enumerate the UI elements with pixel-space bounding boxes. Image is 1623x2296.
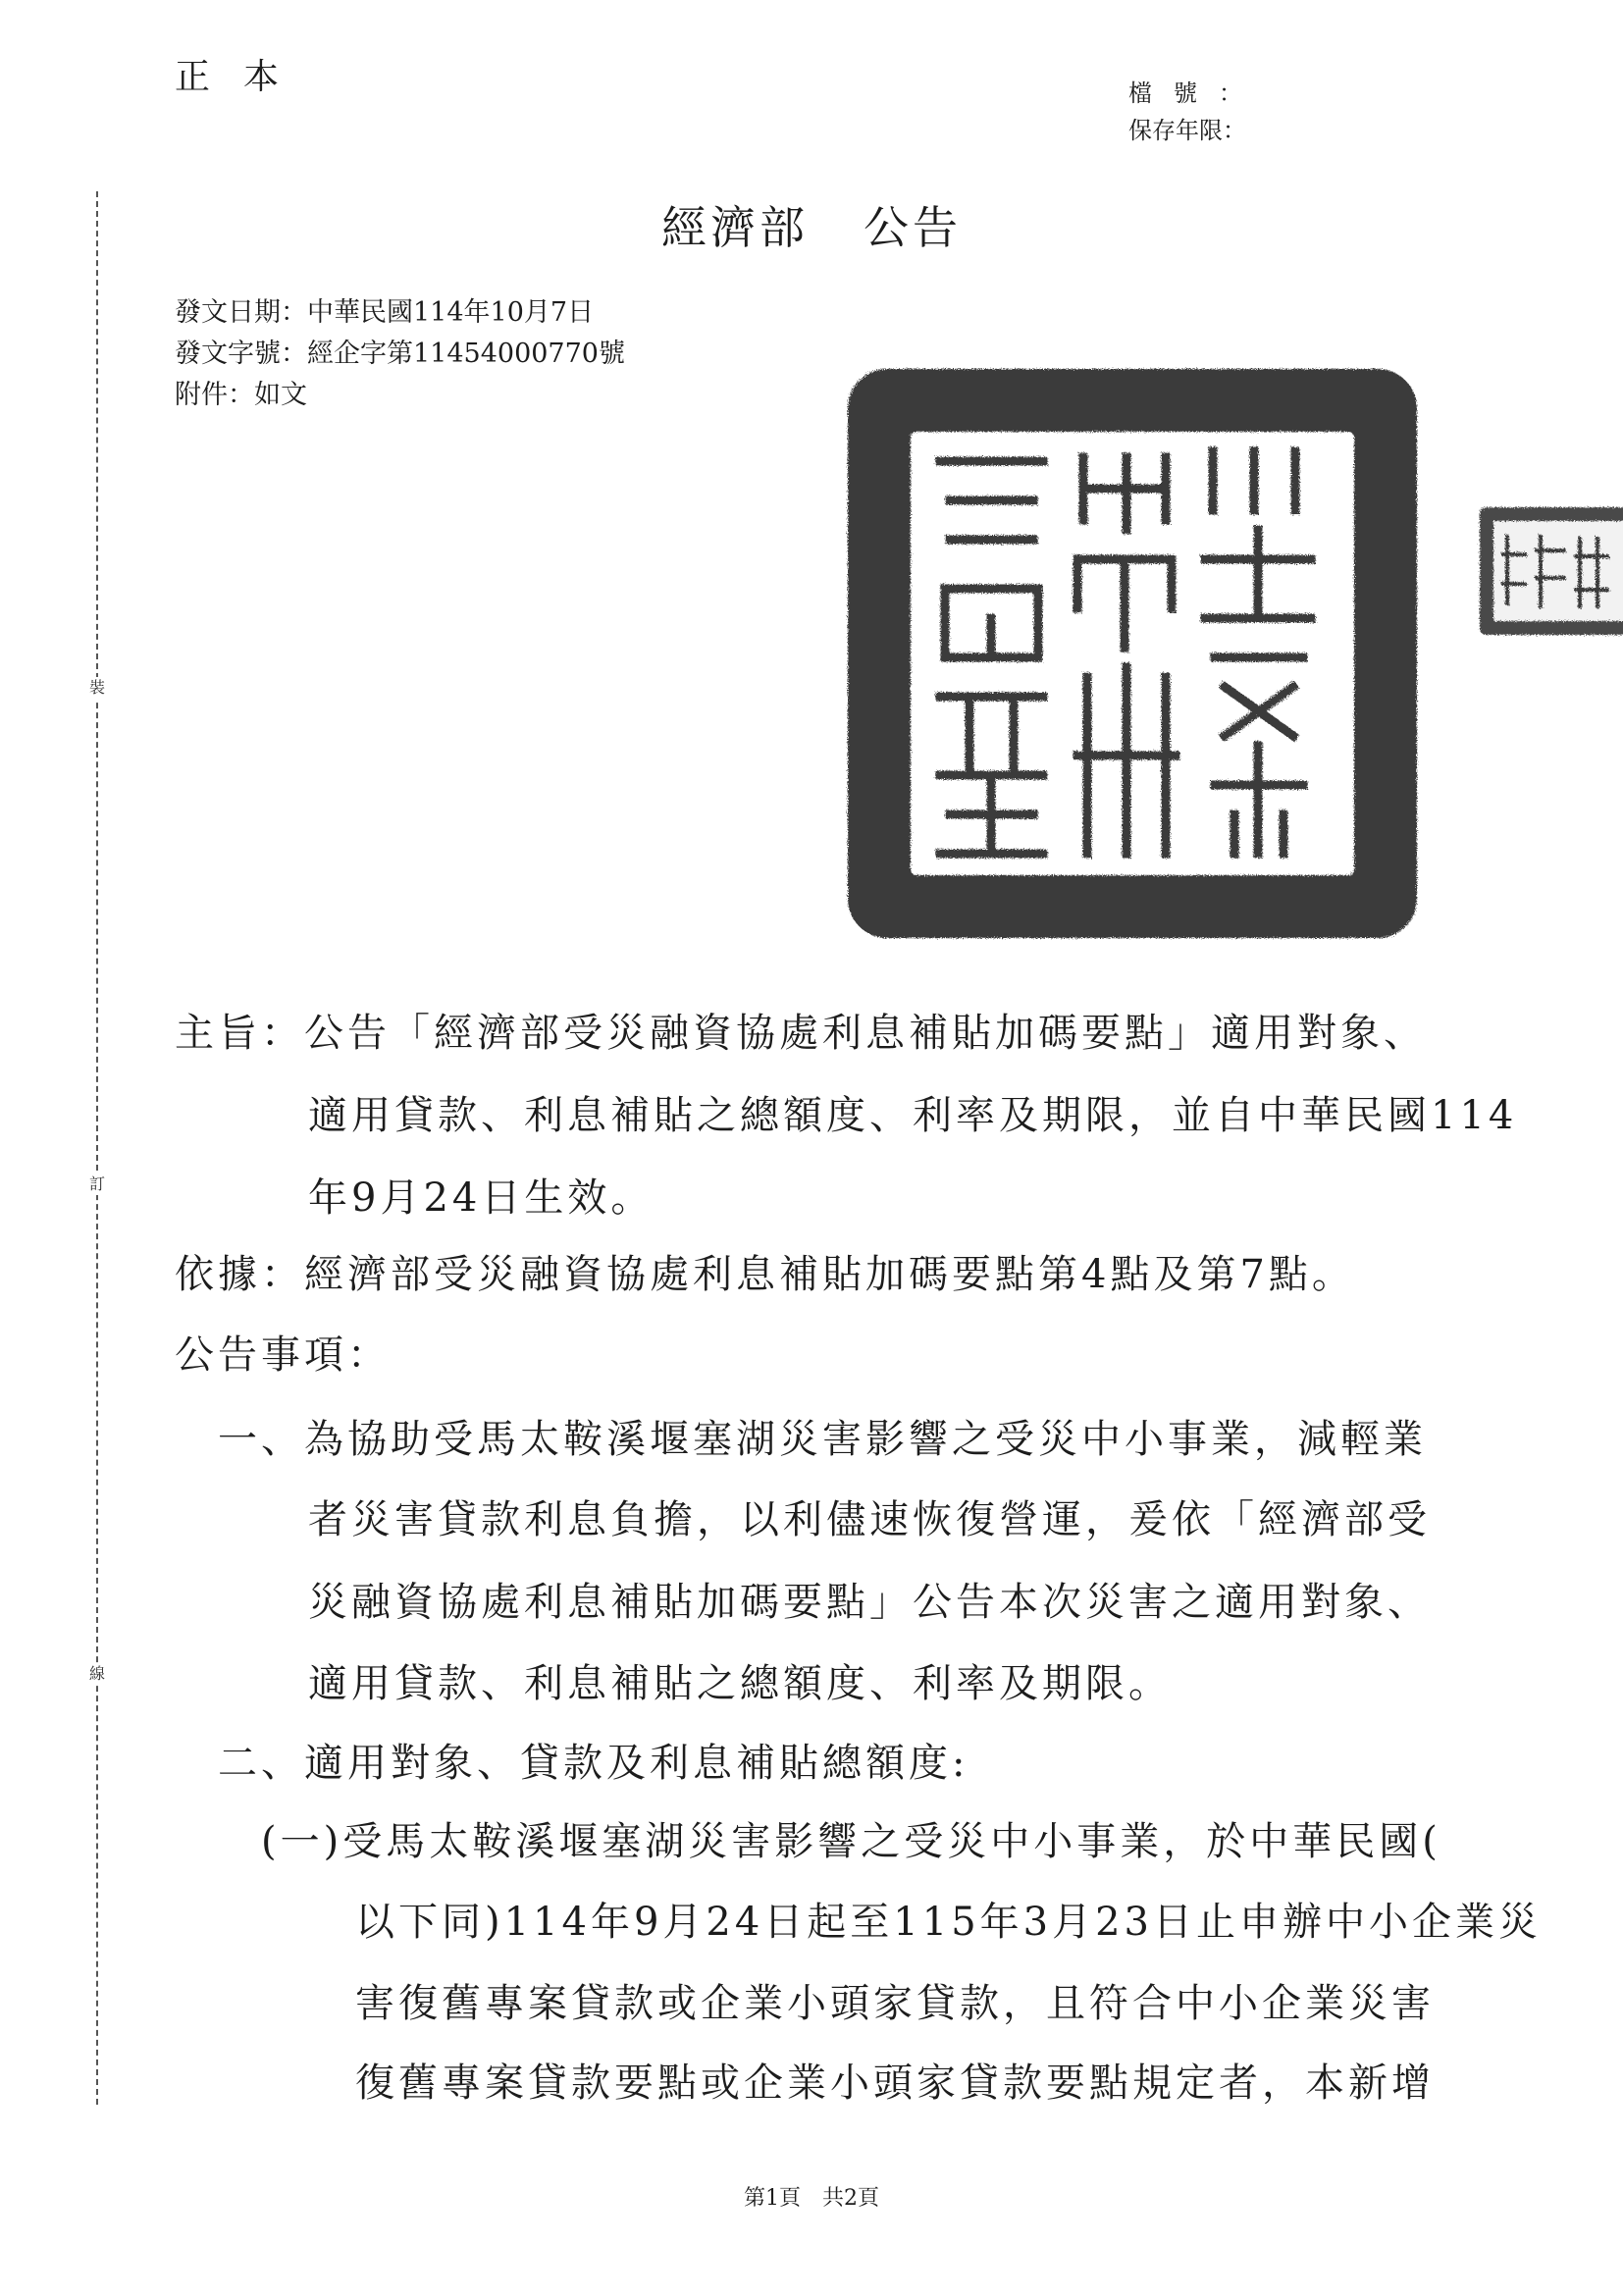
file-meta xyxy=(1128,75,1264,149)
item2-sub1-line-1: (一)受馬太鞍溪堰塞湖災害影響之受災中小事業，於中華民國( xyxy=(261,1819,1441,1864)
issue-date: 發文日期：中華民國114年10月7日 xyxy=(175,297,595,328)
item2-sub1-line-3: 害復舊專案貸款或企業小頭家貸款，且符合中小企業災害 xyxy=(355,1981,1435,2026)
basis-line: 依據：經濟部受災融資協處利息補貼加碼要點第4點及第7點。 xyxy=(175,1252,1355,1297)
subject-line-1: 主旨：公告「經濟部受災融資協處利息補貼加碼要點」適用對象、 xyxy=(175,1011,1427,1056)
item1-line-4: 適用貸款、利息補貼之總額度、利率及期限。 xyxy=(308,1661,1172,1706)
item1-line-3: 災融資協處利息補貼加碼要點」公告本次災害之適用對象、 xyxy=(308,1580,1431,1625)
attachment: 附件：如文 xyxy=(175,380,307,410)
binding-line xyxy=(96,191,98,2105)
item2-heading: 二、適用對象、貸款及利息補貼總額度: xyxy=(218,1741,969,1786)
official-seal-stamp xyxy=(842,363,1423,944)
item2-sub1-line-4: 復舊專案貸款要點或企業小頭家貸款要點規定者，本新增 xyxy=(355,2061,1435,2106)
retention-label: 保存年限： xyxy=(1128,117,1246,144)
binding-mark-xian: 線 xyxy=(86,1663,108,1685)
page-number: 第1頁 共2頁 xyxy=(744,2186,879,2211)
item2-sub1-line-2: 以下同)114年9月24日起至115年3月23日止申辦中小企業災 xyxy=(355,1900,1542,1945)
binding-mark-ding: 訂 xyxy=(86,1174,108,1195)
matters-heading: 公告事項： xyxy=(175,1332,391,1378)
doc-info xyxy=(175,292,625,416)
small-seal-stamp xyxy=(1472,496,1623,643)
item1-line-1: 一、為協助受馬太鞍溪堰塞湖災害影響之受災中小事業，減輕業 xyxy=(218,1417,1427,1462)
subject-line-3: 年9月24日生效。 xyxy=(308,1175,654,1221)
page-title xyxy=(0,192,1623,257)
binding-mark-zhuang: 裝 xyxy=(86,677,108,699)
title-doc-type: 公告 xyxy=(864,201,962,254)
issue-number: 發文字號：經企字第11454000770號 xyxy=(175,339,625,369)
file-number-label: 檔號： xyxy=(1128,79,1264,107)
item1-line-2: 者災害貸款利息負擔，以利儘速恢復營運，爰依「經濟部受 xyxy=(308,1497,1431,1542)
title-agency: 經濟部 xyxy=(661,201,809,254)
subject-line-2: 適用貸款、利息補貼之總額度、利率及期限，並自中華民國114 xyxy=(308,1093,1518,1138)
copy-label: 正本 xyxy=(175,57,313,97)
